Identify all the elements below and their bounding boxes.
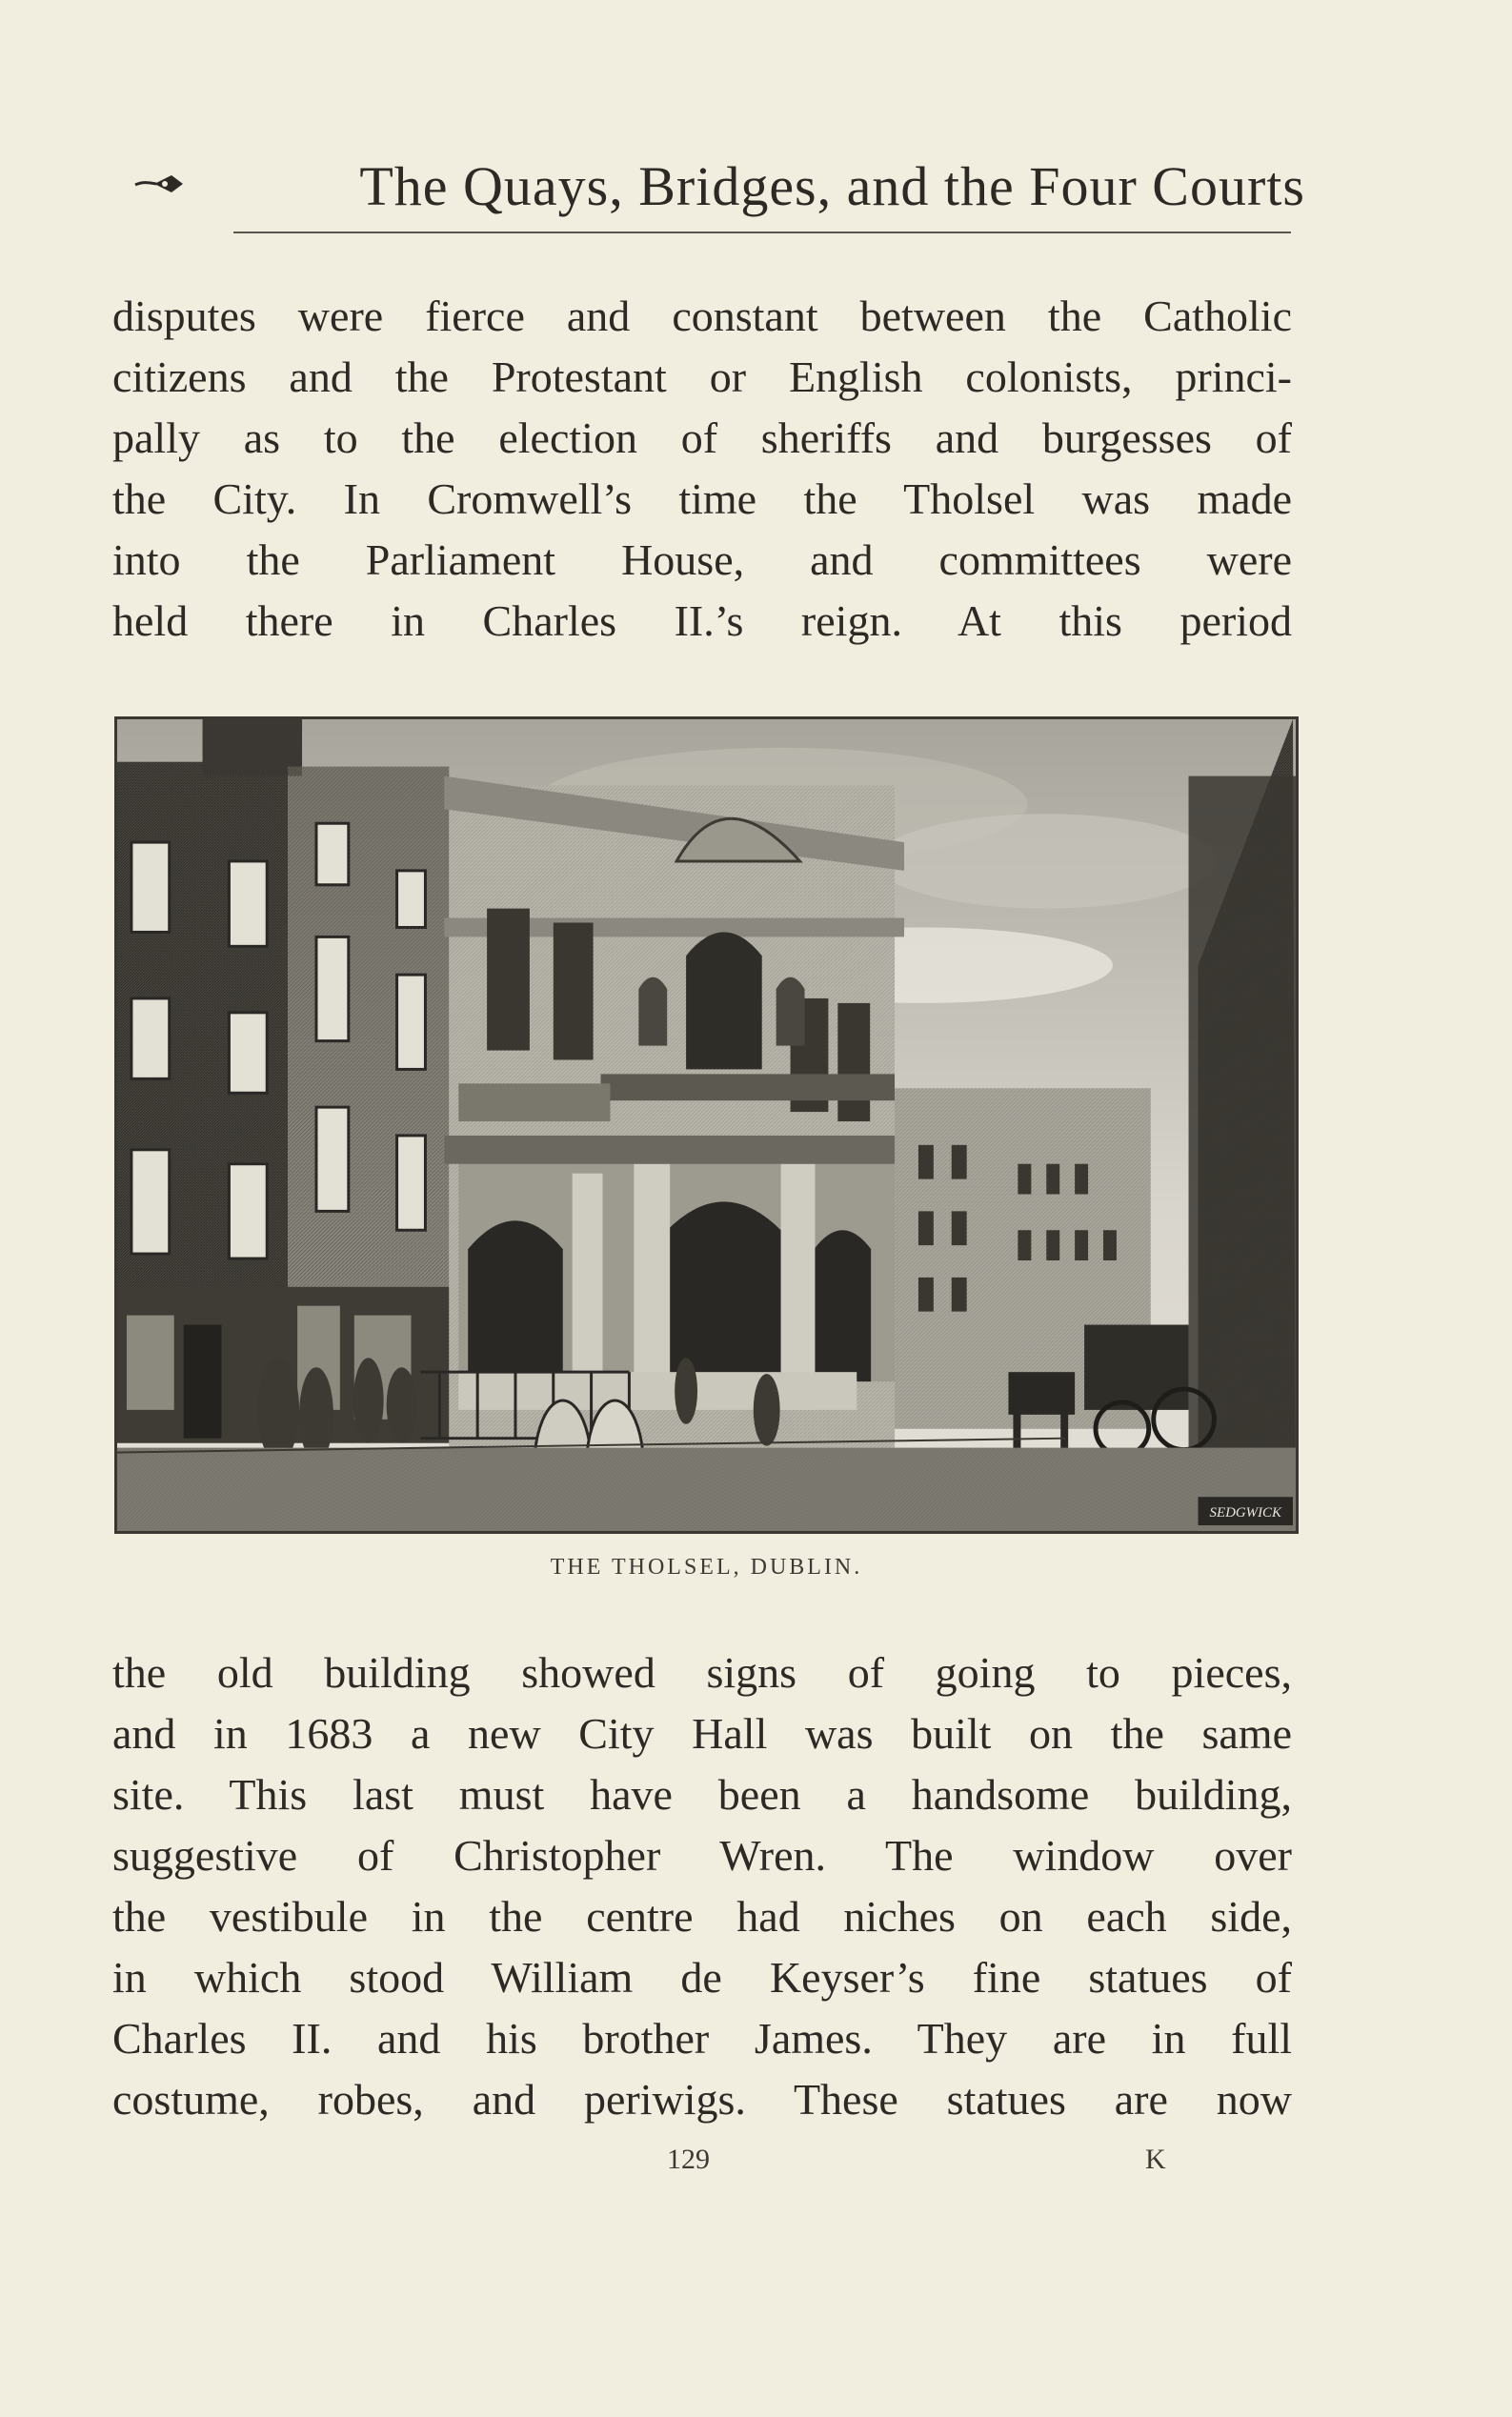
tholsel-engraving	[114, 716, 1299, 1534]
page-number: 129	[667, 2144, 710, 2175]
text-line: and in 1683 a new City Hall was built on the same	[112, 1709, 1292, 1758]
text-line: the City. In Cromwell’s time the Tholsel was made	[112, 474, 1292, 523]
page-header-title: The Quays, Bridges, and the Four Courts	[359, 155, 1305, 217]
text-line: the vestibule in the centre had niches on each side,	[112, 1892, 1292, 1941]
paragraph-bottom	[112, 1642, 1292, 2130]
text-line: Charles II. and his brother James. They are in full	[112, 2014, 1292, 2063]
text-line: site. This last must have been a handsome building,	[112, 1770, 1292, 1819]
figure-caption: THE THOLSEL, DUBLIN.	[550, 1555, 863, 1580]
text-line: costume, robes, and periwigs. These statues are now	[112, 2075, 1292, 2124]
fleuron-ornament-icon	[133, 170, 186, 198]
text-line: pally as to the election of sheriffs and burgesses of	[112, 413, 1292, 462]
engraving-illustration	[117, 719, 1296, 1531]
running-head	[133, 152, 1305, 248]
text-line: into the Parliament House, and committees were	[112, 535, 1292, 584]
header-rule	[233, 232, 1291, 233]
text-line: the old building showed signs of going to pieces,	[112, 1648, 1292, 1697]
text-line: in which stood William de Keyser’s fine statues of	[112, 1953, 1292, 2002]
signature-mark: K	[1145, 2144, 1166, 2175]
text-line: disputes were fierce and constant between the Catholic	[112, 292, 1292, 340]
engraver-signature: SEDGWICK	[1209, 1505, 1281, 1521]
text-line: citizens and the Protestant or English colonists, princi-	[112, 352, 1292, 401]
text-line: held there in Charles II.’s reign. At this period	[112, 596, 1292, 645]
paragraph-top	[112, 286, 1292, 652]
text-line: suggestive of Christopher Wren. The window over	[112, 1831, 1292, 1880]
